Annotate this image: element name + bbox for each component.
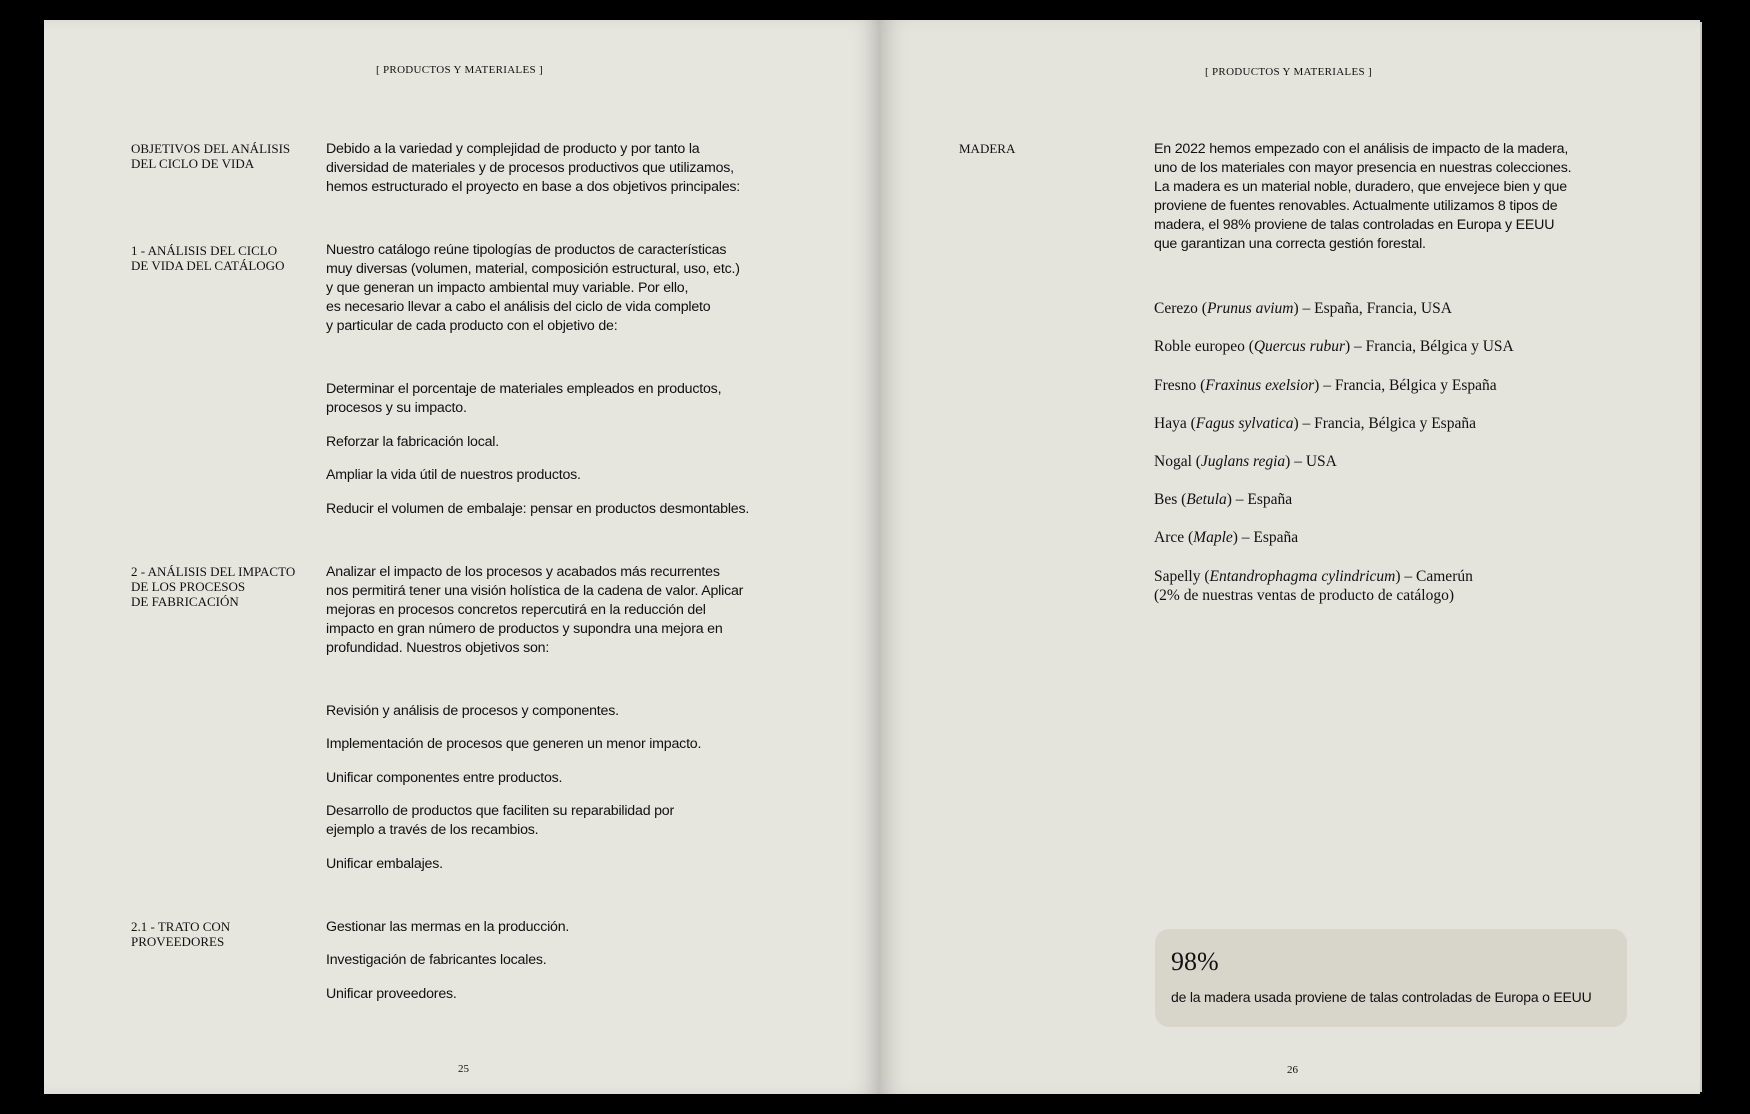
list-item: Reforzar la fabricación local. [326, 434, 499, 450]
right-header: [ PRODUCTOS Y MATERIALES ] [1205, 66, 1372, 78]
list-item: Implementación de procesos que generen un menor impacto. [326, 736, 702, 752]
wood-item [1154, 490, 1292, 509]
wood-name: Nogal ( [1154, 453, 1201, 470]
wood-name: Sapelly ( [1154, 568, 1210, 585]
section-label: 2.1 - TRATO CON PROVEEDORES [131, 919, 231, 949]
right-page-number: 26 [1287, 1064, 1298, 1076]
list-item: Determinar el porcentaje de materiales empleados en productos, procesos y su impacto. [326, 381, 722, 416]
wood-origin: ) – Francia, Bélgica y España [1293, 415, 1476, 432]
wood-origin: ) – España, Francia, USA [1293, 300, 1452, 317]
section-label-madera: MADERA [959, 141, 1016, 156]
wood-item [1154, 567, 1473, 605]
wood-origin: ) – España [1232, 529, 1299, 546]
wood-name: Cerezo ( [1154, 300, 1207, 317]
wood-latin-name: Prunus avium [1206, 300, 1294, 317]
left-header: [ PRODUCTOS Y MATERIALES ] [376, 64, 543, 76]
list-item: Reducir el volumen de embalaje: pensar en productos desmontables. [326, 501, 750, 517]
list-item: Revisión y análisis de procesos y componentes. [326, 703, 619, 719]
section-text: Nuestro catálogo reúne tipologías de productos de características muy diversas (volumen, material, composición estructural, uso, etc.) y que generan un impacto ambiental muy variable. Por ello, es necesario llevar a cabo el análisis del ciclo de vida completo y particular de cada producto con el objetivo de: [326, 242, 740, 334]
wood-item [1154, 414, 1476, 433]
wood-item [1154, 337, 1514, 356]
list-item: Unificar embalajes. [326, 856, 443, 872]
section-label: OBJETIVOS DEL ANÁLISIS DEL CICLO DE VIDA [131, 141, 291, 171]
list-item: Desarrollo de productos que faciliten su reparabilidad por ejemplo a través de los recambios. [326, 803, 675, 838]
stat-caption: de la madera usada proviene de talas controladas de Europa o EEUU [1171, 989, 1592, 1005]
wood-origin: ) – USA [1285, 453, 1337, 470]
wood-latin-name: Entandrophagma cylindricum [1209, 568, 1396, 585]
list-item: Investigación de fabricantes locales. [326, 952, 547, 968]
wood-note: (2% de nuestras ventas de producto de catálogo) [1154, 587, 1454, 604]
stat-value: 98% [1171, 947, 1219, 976]
wood-name: Roble europeo ( [1154, 338, 1254, 355]
madera-intro: En 2022 hemos empezado con el análisis de impacto de la madera, uno de los materiales con mayor presencia en nuestras colecciones. La madera es un material noble, duradero, que envejece bien y que proviene de fuentes renovables. Actualmente utilizamos 8 tipos de madera, el 98% proviene de talas controladas en Europa y EEUU que garantizan una correcta gestión forestal. [1154, 141, 1572, 252]
wood-origin: ) – España [1226, 491, 1293, 508]
wood-latin-name: Betula [1186, 491, 1227, 508]
stat-callout [1155, 929, 1627, 1027]
wood-origin: ) – Francia, Bélgica y USA [1345, 338, 1514, 355]
wood-item [1154, 299, 1452, 318]
wood-item [1154, 528, 1298, 547]
left-page-number: 25 [458, 1063, 469, 1075]
list-item: Gestionar las mermas en la producción. [326, 919, 570, 935]
wood-latin-name: Quercus rubur [1253, 338, 1345, 355]
list-item: Unificar componentes entre productos. [326, 770, 563, 786]
list-item: Ampliar la vida útil de nuestros productos. [326, 467, 581, 483]
wood-item [1154, 376, 1497, 395]
wood-origin: ) – Camerún [1395, 568, 1473, 585]
section-label: 1 - ANÁLISIS DEL CICLO DE VIDA DEL CATÁLOGO [131, 243, 285, 273]
wood-item [1154, 452, 1337, 471]
wood-latin-name: Maple [1193, 529, 1233, 546]
wood-name: Bes ( [1154, 491, 1187, 508]
wood-name: Fresno ( [1154, 377, 1206, 394]
wood-latin-name: Juglans regia [1200, 453, 1286, 470]
wood-latin-name: Fraxinus exelsior [1205, 377, 1315, 394]
wood-latin-name: Fagus sylvatica [1195, 415, 1294, 432]
section-text: Analizar el impacto de los procesos y acabados más recurrentes nos permitirá tener una visión holística de la cadena de valor. Aplicar mejoras en procesos concretos repercutirá en la reducción del impacto en gran número de productos y supondra una mejora en profundidad. Nuestros objetivos son: [326, 564, 744, 656]
wood-name: Arce ( [1154, 529, 1194, 546]
list-item: Unificar proveedores. [326, 986, 457, 1002]
section-label: 2 - ANÁLISIS DEL IMPACTO DE LOS PROCESOS DE FABRICACIÓN [131, 564, 296, 609]
section-text: Debido a la variedad y complejidad de producto y por tanto la diversidad de materiales y de procesos productivos que utilizamos, hemos estructurado el proyecto en base a dos objetivos principales: [326, 141, 741, 195]
wood-name: Haya ( [1154, 415, 1196, 432]
wood-origin: ) – Francia, Bélgica y España [1314, 377, 1497, 394]
